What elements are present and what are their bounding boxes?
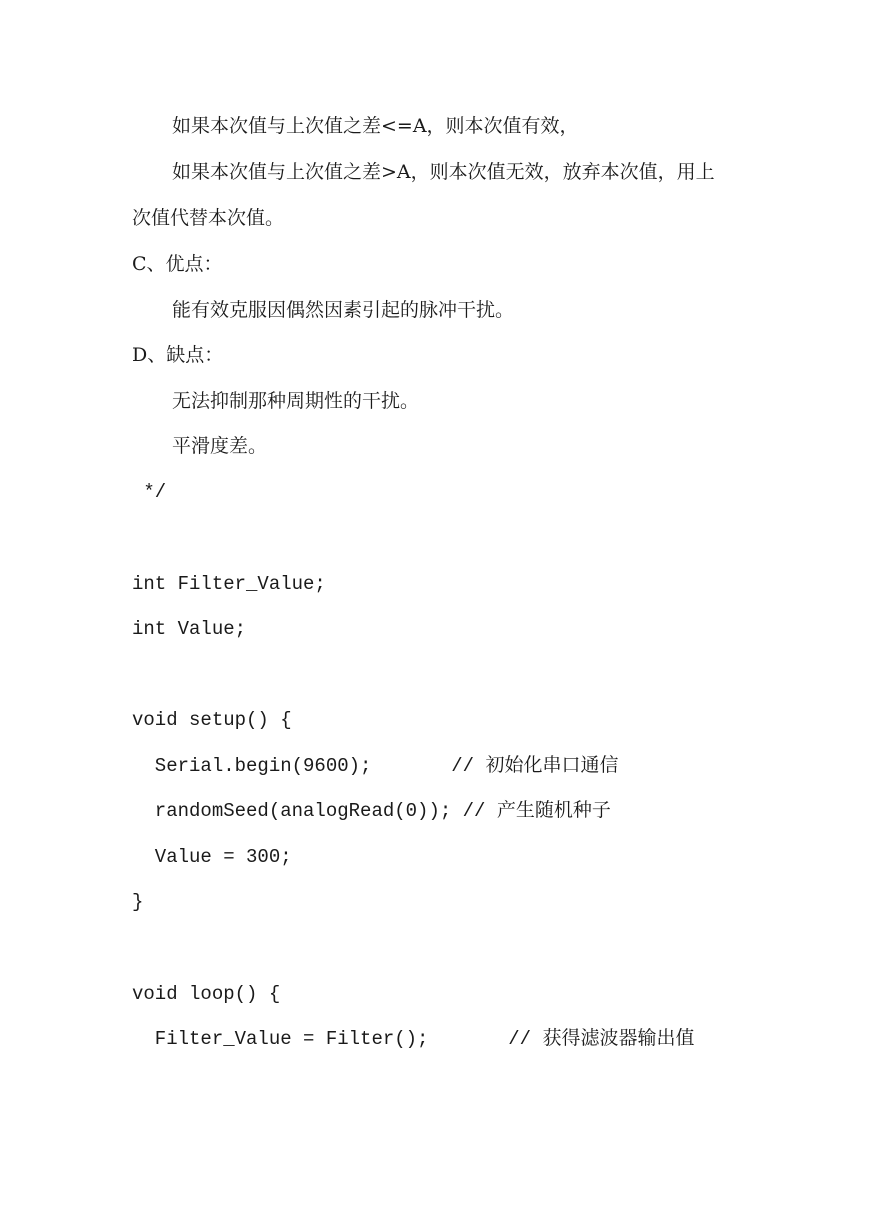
code-line-filter-value: int Filter_Value; [132, 573, 326, 595]
code-line-close-brace: } [132, 891, 144, 913]
text-line-rule-valid: 如果本次值与上次值之差<=A，则本次值有效， [172, 115, 579, 137]
heading-advantages: C、优点： [132, 253, 223, 275]
heading-disadvantages: D、缺点： [132, 344, 224, 366]
text-line-rule-invalid: 如果本次值与上次值之差>A，则本次值无效，放弃本次值，用上 [172, 161, 715, 183]
text-line-disadvantage-1: 无法抑制那种周期性的干扰。 [172, 390, 420, 412]
code-line-value: int Value; [132, 618, 247, 640]
text-line-advantage: 能有效克服因偶然因素引起的脉冲干扰。 [172, 299, 515, 321]
code-line-serial-begin: Serial.begin(9600); // 初始化串口通信 [132, 755, 619, 777]
code-line-setup: void setup() { [132, 709, 292, 731]
code-line-filter-call: Filter_Value = Filter(); // 获得滤波器输出值 [132, 1028, 695, 1050]
code-line-value-assign: Value = 300; [132, 846, 292, 868]
code-line-loop: void loop() { [132, 983, 281, 1005]
code-line-random-seed: randomSeed(analogRead(0)); // 产生随机种子 [132, 800, 611, 822]
text-line-rule-invalid-cont: 次值代替本次值。 [132, 207, 285, 229]
text-line-disadvantage-2: 平滑度差。 [172, 435, 268, 457]
comment-close: */ [132, 481, 167, 503]
